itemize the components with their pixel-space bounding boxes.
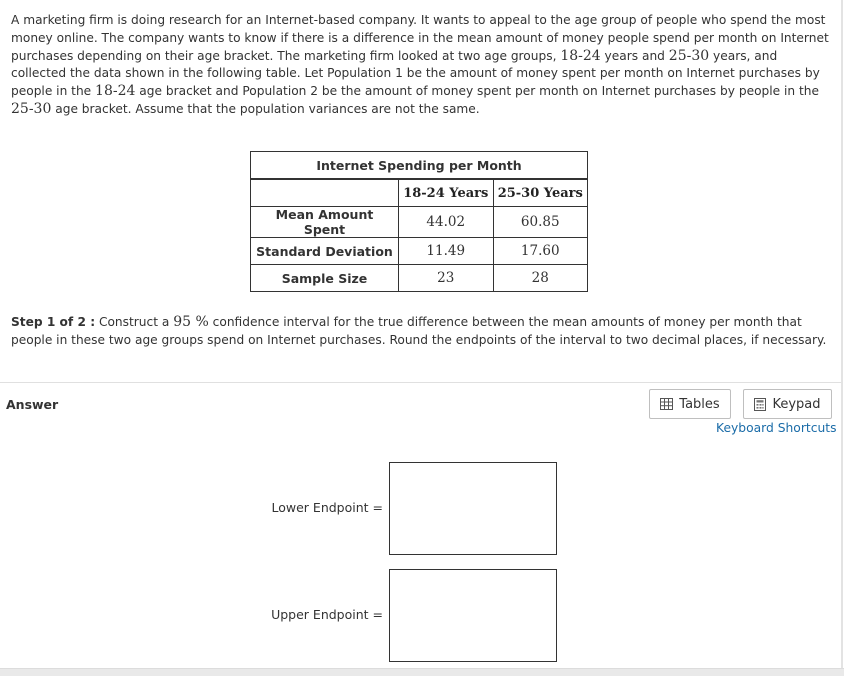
column-header-18-24: 18-24 Years [399,179,494,207]
cell-mean-18-24: 44.02 [399,207,494,238]
keyboard-shortcuts-link[interactable]: Keyboard Shortcuts [716,421,837,435]
cell-n-25-30: 28 [493,265,588,292]
table-row [251,238,588,265]
answer-heading: Answer [6,397,59,412]
cell-sd-18-24: 11.49 [399,238,494,265]
table-row [251,265,588,292]
keypad-button[interactable]: Keypad [743,389,832,419]
upper-endpoint-label: Upper Endpoint = [271,607,383,622]
spending-table [250,151,588,292]
table-row [251,207,588,238]
upper-endpoint-input[interactable] [389,569,557,662]
step-label: Step 1 of 2 : [11,315,96,329]
problem-statement: A marketing firm is doing research for an Internet-based company. It wants to appeal to the age group of people who spend the most money online. The company wants to know if there is a difference in the mean amount of money people spend per month on Internet purchases depending on their age bracket. The marketing firm looked at two age groups, 18-24 years and 25-30 years, and collected the data shown in the following table. Let Population 1 be the amount of money spent per month on Internet purchases by people in the 18-24 age bracket and Population 2 be the amount of money spent per month on Internet purchases by people in the 25-30 age bracket. Assume that the population variances are not the same. [11,13,829,117]
row-header-sample-size: Sample Size [251,265,399,292]
table-corner [251,179,399,207]
calculator-icon [754,398,766,411]
right-border [841,0,843,675]
table-icon [660,398,673,410]
column-header-25-30: 25-30 Years [493,179,588,207]
cell-n-18-24: 23 [399,265,494,292]
row-header-mean: Mean Amount Spent [251,207,399,238]
cell-sd-25-30: 17.60 [493,238,588,265]
cell-mean-25-30: 60.85 [493,207,588,238]
row-header-std-dev: Standard Deviation [251,238,399,265]
tables-button[interactable]: Tables [649,389,731,419]
lower-endpoint-label: Lower Endpoint = [271,500,383,515]
lower-endpoint-input[interactable] [389,462,557,555]
table-title: Internet Spending per Month [251,152,588,180]
step-instructions: Step 1 of 2 : Construct a 95 % confidence interval for the true difference between the mean amounts of money per month that people in these two age groups spend on Internet purchases. Round the endpoints of the interval to two decimal places, if necessary. [11,314,827,347]
section-divider [0,382,841,383]
